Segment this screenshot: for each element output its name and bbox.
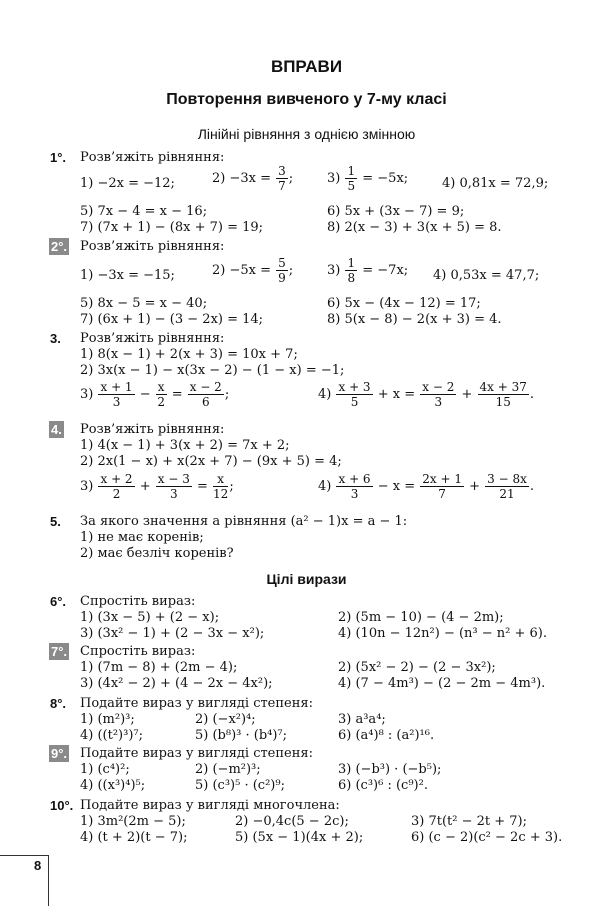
equation: 5) 8x − 5 = x − 40; <box>80 296 208 311</box>
equation: 6) 5x − (4x − 12) = 17; <box>327 296 481 311</box>
equation: 4) 0,81x = 72,9; <box>442 176 549 191</box>
equation: 4) (7 − 4m³) − (2 − 2m − 4m³). <box>338 676 546 691</box>
exercise-task: Розв’яжіть рівняння: <box>80 150 225 165</box>
equation: 4) ((t²)³)⁷; <box>80 728 144 743</box>
equation: 5) 7x − 4 = x − 16; <box>80 204 208 219</box>
equation: 4) $\frac{x + 3}{5}$ + x = $\frac{x - 2}{3}$ + $\frac{4x + 37}{15}$ . <box>318 380 535 409</box>
equation: 3) 7t(t² − 2t + 7); <box>411 814 528 829</box>
equation: 2) має безліч коренів? <box>80 546 234 561</box>
equation: 2) (5m − 10) − (4 − 2m); <box>338 610 504 625</box>
equation: 2) (−x²)⁴; <box>195 712 256 727</box>
exercise-number: 9°. <box>51 746 68 761</box>
equation: 2) 2x(1 − x) + x(2x + 7) − (9x + 5) = 4; <box>80 454 342 469</box>
equation: 2) (−m²)³; <box>195 762 261 777</box>
equation: 4) $\frac{x + 6}{3}$ − x = $\frac{2x + 1}{7}$ + $\frac{3 - 8x}{21}$ . <box>318 472 535 501</box>
equation: 4) ((x³)⁴)⁵; <box>80 778 146 793</box>
equation: 6) (c − 2)(c² − 2c + 3). <box>411 830 563 845</box>
exercise-task: Розв’яжіть рівняння: <box>80 331 225 346</box>
equation: 7) (7x + 1) − (8x + 7) = 19; <box>80 220 264 235</box>
exercise-task: Подайте вираз у вигляді степеня: <box>80 746 313 761</box>
equation: 6) (a⁴)⁸ : (a²)¹⁶. <box>338 728 435 743</box>
equation: 3) $\frac{x + 1}{3}$ − $\frac{x}{2}$ = $\frac{x - 2}{6}$ ; <box>80 380 230 409</box>
exercise-number: 6°. <box>50 594 67 609</box>
equation: 3) $\frac{1}{5}$ = −5x; <box>327 164 409 193</box>
equation: 1) −2x = −12; <box>80 176 175 191</box>
exercise-number: 2°. <box>51 239 68 254</box>
exercise-task: Розв’яжіть рівняння: <box>80 422 225 437</box>
exercise-number: 1°. <box>50 150 67 165</box>
page-title: ВПРАВИ <box>270 57 343 76</box>
equation: 8) 2(x − 3) + 3(x + 5) = 8. <box>327 220 502 235</box>
equation: 3) (−b³) · (−b⁵); <box>338 762 442 777</box>
equation: 3) (3x² − 1) + (2 − 3x − x²); <box>80 626 265 641</box>
exercise-task: Спростіть вираз: <box>80 644 196 659</box>
equation: 5) (5x − 1)(4x + 2); <box>235 830 364 845</box>
equation: 5) (c³)⁵ · (c²)⁹; <box>195 778 285 793</box>
equation: 7) (6x + 1) − (3 − 2x) = 14; <box>80 312 264 327</box>
equation: 2) (5x² − 2) − (2 − 3x²); <box>338 660 496 675</box>
exercise-number: 3. <box>50 331 61 346</box>
equation: 6) (c³)⁶ : (c⁹)². <box>338 778 428 793</box>
equation: 2) 3x(x − 1) − x(3x − 2) − (1 − x) = −1; <box>80 363 345 378</box>
equation: 6) 5x + (3x − 7) = 9; <box>327 204 465 219</box>
equation: 3) $\frac{1}{8}$ = −7x; <box>327 256 409 285</box>
equation: 2) −0,4c(5 − 2c); <box>235 814 349 829</box>
exercise-number: 5. <box>50 514 61 529</box>
equation: 4) (t + 2)(t − 7); <box>80 830 188 845</box>
exercise-number: 10°. <box>50 798 74 813</box>
equation: 1) (3x − 5) + (2 − x); <box>80 610 220 625</box>
equation: 5) (b⁸)³ · (b⁴)⁷; <box>195 728 288 743</box>
exercise-number: 4. <box>51 422 62 437</box>
page-number-frame <box>0 855 49 906</box>
equation: 1) 3m²(2m − 5); <box>80 814 186 829</box>
equation: 8) 5(x − 8) − 2(x + 3) = 4. <box>327 312 502 327</box>
equation: 1) (c⁴)²; <box>80 762 130 777</box>
exercise-task: Розв’яжіть рівняння: <box>80 239 225 254</box>
equation: 3) (4x² − 2) + (4 − 2x − 4x²); <box>80 676 273 691</box>
equation: 1) 4(x − 1) + 3(x + 2) = 7x + 2; <box>80 438 290 453</box>
equation: 3) $\frac{x + 2}{2}$ + $\frac{x - 3}{3}$ = $\frac{x}{12}$ ; <box>80 472 234 501</box>
equation: 4) 0,53x = 47,7; <box>433 268 540 283</box>
exercise-number: 8°. <box>50 696 67 711</box>
page-number: 8 <box>34 858 42 873</box>
equation: 2) −5x = $\frac{5}{9}$ ; <box>212 256 294 285</box>
equation: 1) (7m − 8) + (2m − 4); <box>80 660 238 675</box>
equation: 4) (10n − 12n²) − (n³ − n² + 6). <box>338 626 548 641</box>
equation: 1) не має коренів; <box>80 530 204 545</box>
equation: 1) (m²)³; <box>80 712 135 727</box>
equation: 2) −3x = $\frac{3}{7}$ ; <box>212 164 294 193</box>
exercise-task: За якого значення a рівняння (a² − 1)x = a − 1: <box>80 514 408 529</box>
exercise-task: Подайте вираз у вигляді степеня: <box>80 696 313 711</box>
equation: 3) a³a⁴; <box>338 712 386 727</box>
exercise-number: 7°. <box>51 644 68 659</box>
page-subtitle: Повторення вивченого у 7-му класі <box>166 91 447 108</box>
equation: 1) 8(x − 1) + 2(x + 3) = 10x + 7; <box>80 347 298 362</box>
section-heading-linear: Лінійні рівняння з однією змінною <box>197 126 416 142</box>
section-heading-integer: Цілі вирази <box>266 571 347 587</box>
exercise-task: Подайте вираз у вигляді многочлена: <box>80 798 340 813</box>
exercise-task: Спростіть вираз: <box>80 594 196 609</box>
equation: 1) −3x = −15; <box>80 268 175 283</box>
